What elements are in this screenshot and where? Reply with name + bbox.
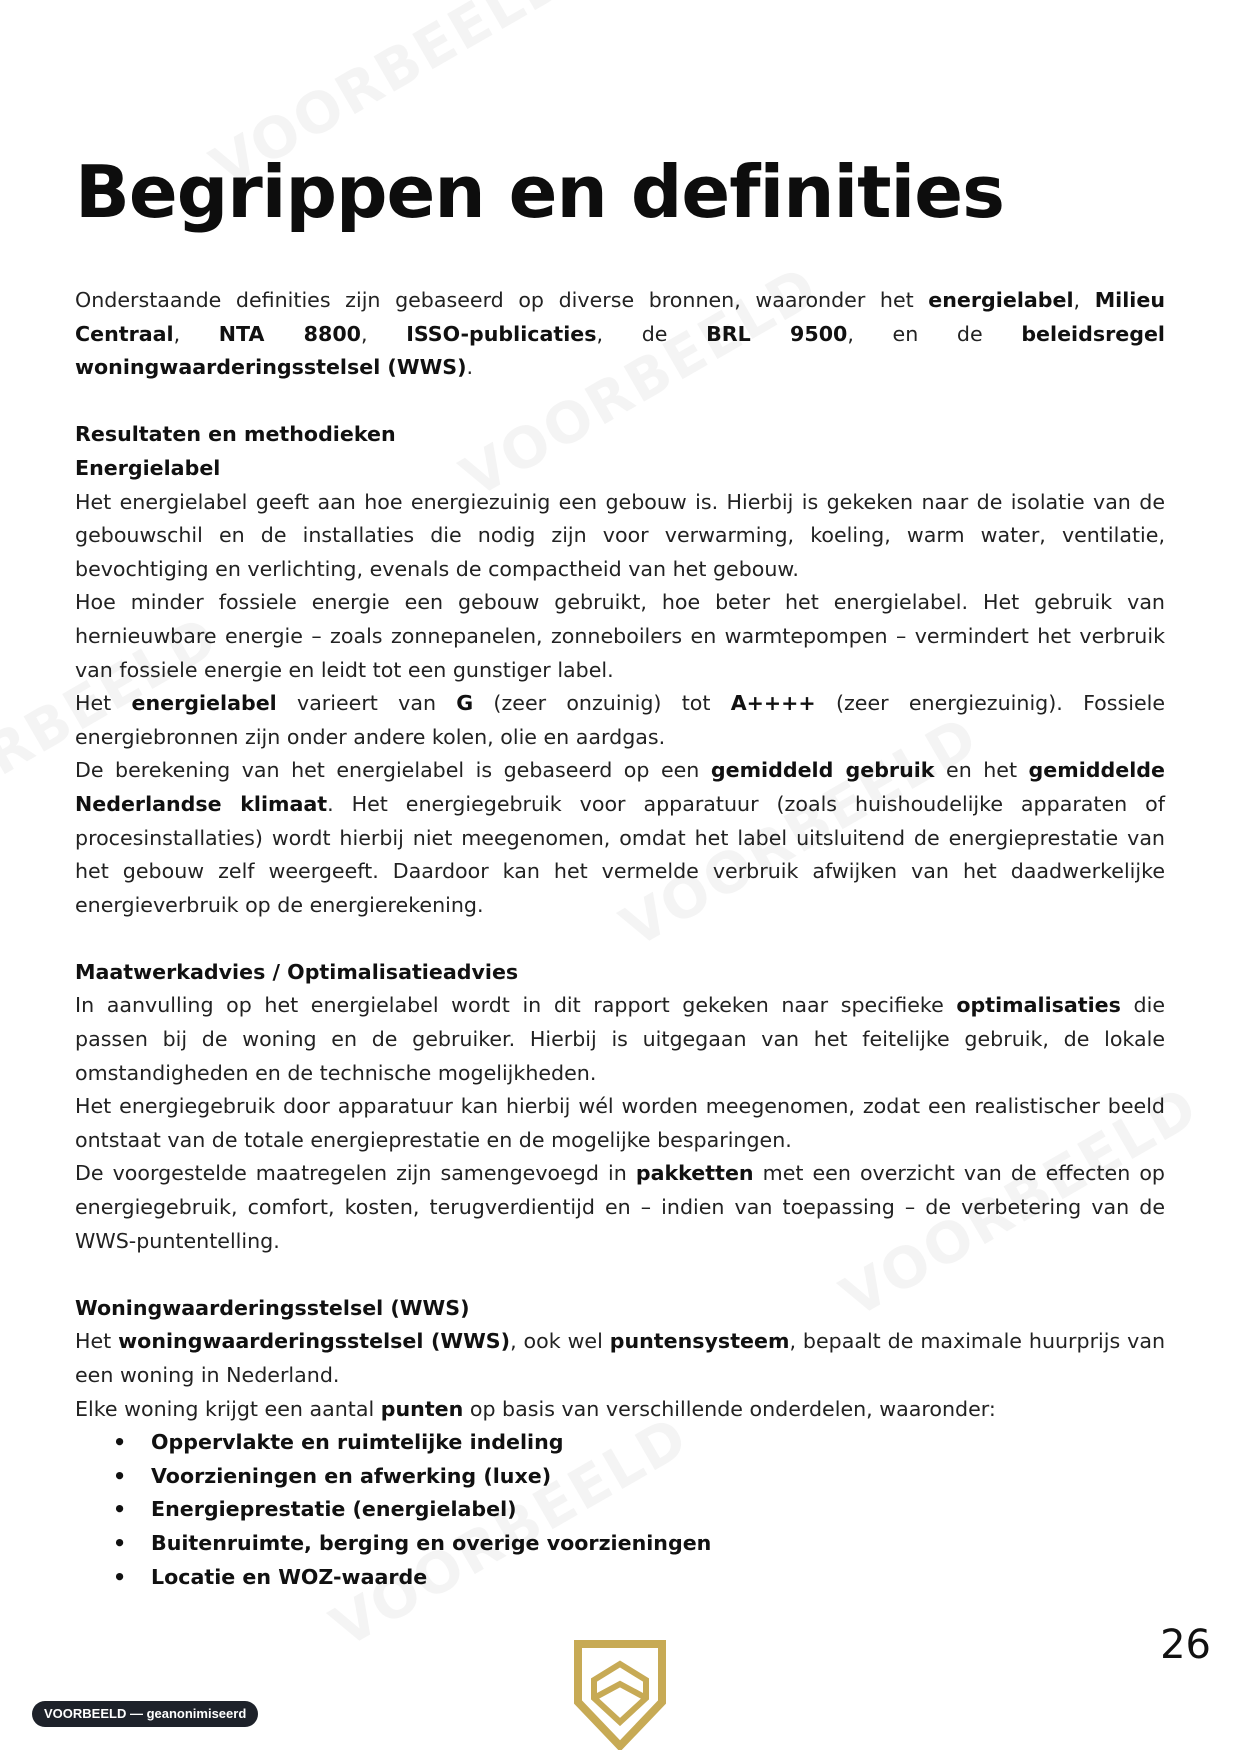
paragraph: De voorgestelde maatregelen zijn samengevoegd in pakketten met een overzicht van de effecten op energiegebruik, comfort, kosten, terugverdientijd en – indien van toepassing – de verbetering van de WWS-puntentelling. (75, 1161, 1165, 1253)
page-number: 26 (1160, 1622, 1211, 1668)
list-item: • Oppervlakte en ruimtelijke indeling (113, 1426, 1165, 1460)
paragraph: In aanvulling op het energielabel wordt in dit rapport gekeken naar specifieke optimalisaties die passen bij de woning en de gebruiker. Hierbij is uitgegaan van het feitelijke gebruik, de lokale omstandigheden en de technische mogelijkheden. (75, 993, 1165, 1085)
bullet-list (75, 1426, 1165, 1594)
document-body (75, 284, 1165, 1594)
section-subheading: Energielabel (75, 455, 221, 480)
shield-logo-icon (574, 1640, 666, 1750)
paragraph: Het energiegebruik door apparatuur kan hierbij wél worden meegenomen, zodat een realistischer beeld ontstaat van de totale energieprestatie en de mogelijke besparingen. (75, 1094, 1165, 1152)
section-heading: Woningwaarderingsstelsel (WWS) (75, 1295, 470, 1320)
section-heading: Resultaten en methodieken (75, 422, 396, 447)
list-item: • Locatie en WOZ-waarde (113, 1561, 1165, 1595)
section-heading: Maatwerkadvies / Optimalisatieadvies (75, 959, 519, 984)
list-item: • Energieprestatie (energielabel) (113, 1493, 1165, 1527)
paragraph: Het energielabel geeft aan hoe energiezuinig een gebouw is. Hierbij is gekeken naar de isolatie van de gebouwschil en de installaties die nodig zijn voor verwarming, koeling, warm water, ventilatie, bevochtiging en verlichting, evenals de compactheid van het gebouw. (75, 489, 1165, 581)
paragraph: De berekening van het energielabel is gebaseerd op een gemiddeld gebruik en het gemiddelde Nederlandse klimaat. Het energiegebruik voor apparatuur (zoals huishoudelijke apparaten of procesinstallaties) wordt hierbij niet meegenomen, omdat het label uitsluitend de energieprestatie van het gebouw zelf weergeeft. Daardoor kan het vermelde verbruik afwijken van het daadwerkelijke energieverbruik op de energierekening. (75, 758, 1165, 917)
paragraph: Het energielabel varieert van G (zeer onzuinig) tot A++++ (zeer energiezuinig). Fossiele energiebronnen zijn onder andere kolen, olie en aardgas. (75, 691, 1166, 749)
status-badge: VOORBEELD — geanonimiseerd (32, 1701, 258, 1727)
paragraph: Hoe minder fossiele energie een gebouw gebruikt, hoe beter het energielabel. Het gebruik van hernieuwbare energie – zoals zonnepanelen, zonneboilers en warmtepompen – vermindert het verbruik van fossiele energie en leidt tot een gunstiger label. (75, 590, 1165, 682)
list-item: • Voorzieningen en afwerking (luxe) (113, 1460, 1165, 1494)
paragraph: Elke woning krijgt een aantal punten op basis van verschillende onderdelen, waaronder: (75, 1396, 996, 1421)
list-item: • Buitenruimte, berging en overige voorzieningen (113, 1527, 1165, 1561)
intro-paragraph: Onderstaande definities zijn gebaseerd op diverse bronnen, waaronder het energielabel, Milieu Centraal, NTA 8800, ISSO-publicaties, de BRL 9500, en de beleidsregel woningwaarderingsstelsel (WWS). (75, 288, 1165, 380)
page-title: Begrippen en definities (75, 150, 1004, 234)
paragraph: Het woningwaarderingsstelsel (WWS), ook wel puntensysteem, bepaalt de maximale huurprijs van een woning in Nederland. (75, 1329, 1166, 1387)
